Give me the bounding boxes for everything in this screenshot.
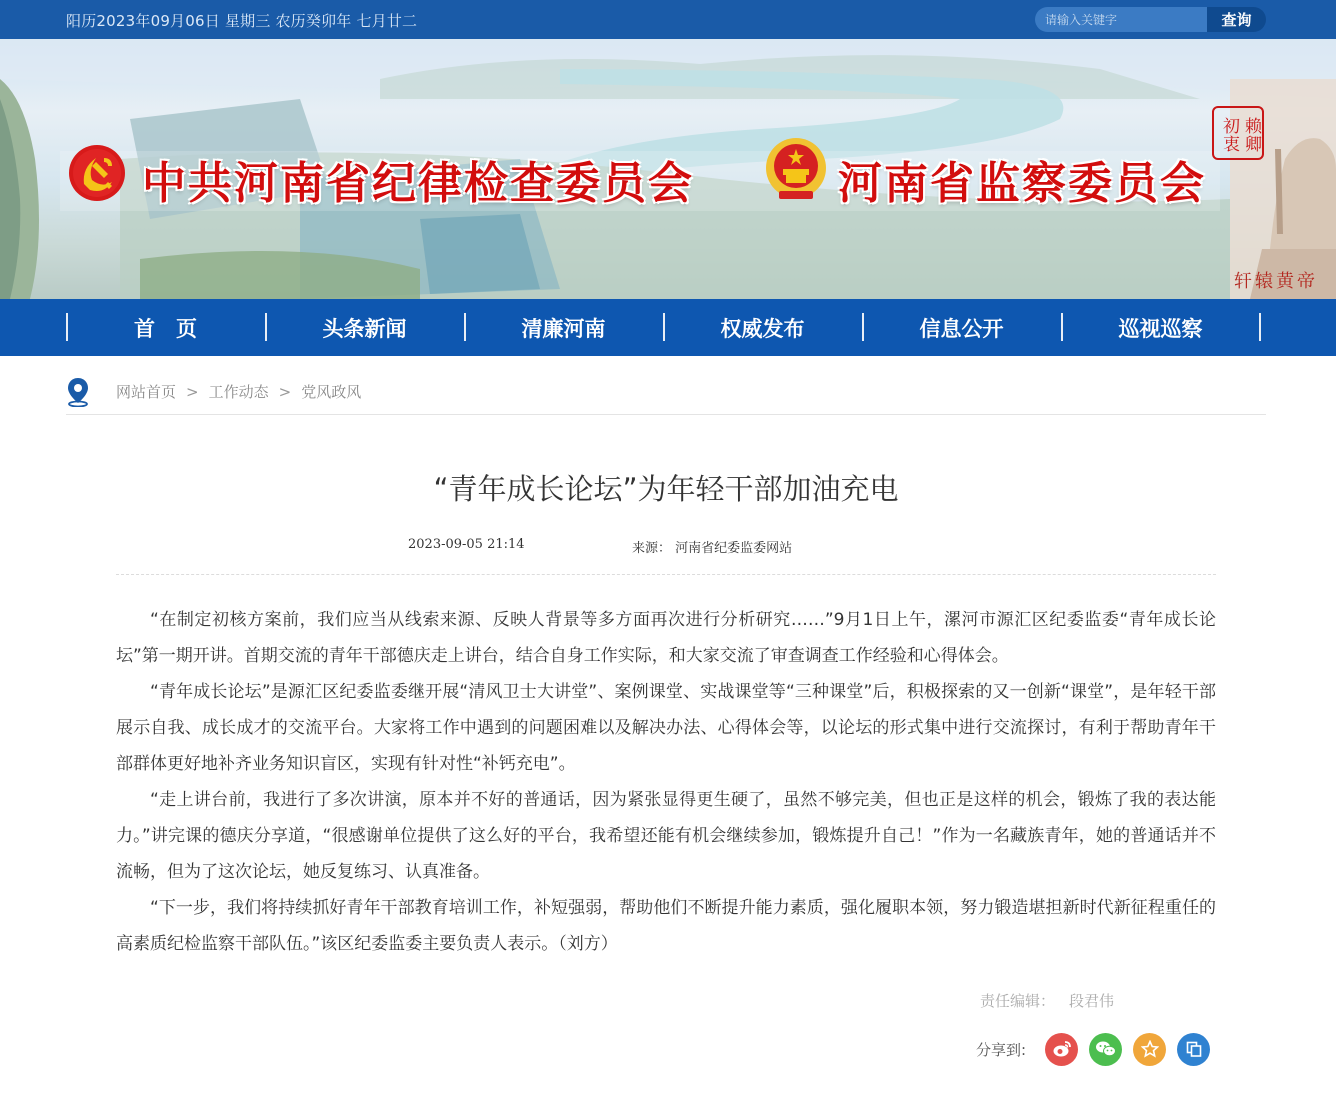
nav-item-information-disclosure[interactable]: 信息公开 — [862, 299, 1061, 356]
nav-divider — [1259, 313, 1261, 341]
article-source — [632, 537, 792, 556]
article-title: “青年成长论坛”为年轻干部加油充电 — [433, 472, 899, 506]
breadcrumb-path — [116, 381, 361, 402]
nav-item-authoritative-release[interactable]: 权威发布 — [663, 299, 862, 356]
top-bar — [0, 0, 1336, 39]
header-banner — [0, 39, 1336, 299]
responsible-editor — [980, 990, 1114, 1011]
search-box — [1035, 7, 1266, 32]
star-icon[interactable] — [1133, 1033, 1166, 1066]
wechat-icon[interactable] — [1089, 1033, 1122, 1066]
breadcrumb-party-style[interactable]: 党风政风 — [301, 383, 362, 401]
commission-title-left: 中共河南省纪律检查委员会 — [142, 158, 694, 209]
location-pin-icon — [66, 377, 90, 407]
commission-title-right: 河南省监察委员会 — [838, 158, 1206, 209]
copy-icon[interactable] — [1177, 1033, 1210, 1066]
breadcrumb-separator: > — [186, 383, 199, 401]
article-paragraph: “在制定初核方案前，我们应当从线索来源、反映人背景等多方面再次进行分析研究……”9月1日上午，漯河市源汇区纪委监委“青年成长论坛”第一期开讲。首期交流的青年干部德庆走上讲台，结合自身工作实际，和大家交流了审查调查工作经验和心得体会。 — [116, 610, 1216, 666]
national-emblem-icon — [765, 137, 827, 203]
breadcrumb-work-news[interactable]: 工作动态 — [208, 383, 269, 401]
search-button[interactable]: 查询 — [1207, 7, 1266, 32]
nav-item-headlines[interactable]: 头条新闻 — [265, 299, 464, 356]
editor-label: 责任编辑： — [980, 992, 1056, 1010]
article-paragraph: “下一步，我们将持续抓好青年干部教育培训工作，补短强弱，帮助他们不断提升能力素质，强化履职本领，努力锻造堪担新时代新征程重任的高素质纪检监察干部队伍。”该区纪委监委主要负责人表示。（刘方） — [116, 898, 1216, 954]
party-emblem-icon — [68, 144, 126, 202]
article-body — [116, 602, 1216, 962]
editor-name: 段君伟 — [1069, 992, 1115, 1010]
calendar-date: 阳历2023年09月06日 星期三 农历癸卯年 七月廿二 — [66, 12, 418, 30]
publish-date: 2023-09-05 21:14 — [408, 537, 525, 552]
nav-item-inspection[interactable]: 巡视巡察 — [1061, 299, 1260, 356]
breadcrumb — [66, 375, 1266, 415]
weibo-icon[interactable] — [1045, 1033, 1078, 1066]
statue-caption: 轩辕黄帝 — [1234, 271, 1318, 292]
seal-stamp: 赖卿初衷 — [1212, 106, 1264, 160]
main-nav — [0, 299, 1336, 356]
nav-item-home[interactable]: 首 页 — [66, 299, 265, 356]
article-meta — [116, 537, 1216, 575]
search-input[interactable] — [1035, 7, 1207, 32]
article-paragraph: “青年成长论坛”是源汇区纪委监委继开展“清风卫士大讲堂”、案例课堂、实战课堂等“三种课堂”后，积极探索的又一创新“课堂”，是年轻干部展示自我、成长成才的交流平台。大家将工作中遇到的问题困难以及解决办法、心得体会等，以论坛的形式集中进行交流探讨，有利于帮助青年干部群体更好地补齐业务知识盲区，实现有针对性“补钙充电”。 — [116, 682, 1216, 774]
nav-item-clean-henan[interactable]: 清廉河南 — [464, 299, 663, 356]
source-label: 来源： — [632, 541, 672, 556]
breadcrumb-separator: > — [278, 383, 292, 401]
share-bar — [976, 1032, 1210, 1066]
share-label: 分享到: — [976, 1040, 1027, 1059]
article-paragraph: “走上讲台前，我进行了多次讲演，原本并不好的普通话，因为紧张显得更生硬了，虽然不够完美，但也正是这样的机会，锻炼了我的表达能力。”讲完课的德庆分享道，“很感谢单位提供了这么好的平台，我希望还能有机会继续参加，锻炼提升自己！”作为一名藏族青年，她的普通话并不流畅，但为了这次论坛，她反复练习、认真准备。 — [116, 790, 1216, 882]
source-value: 河南省纪委监委网站 — [675, 541, 793, 556]
breadcrumb-home[interactable]: 网站首页 — [116, 383, 177, 401]
